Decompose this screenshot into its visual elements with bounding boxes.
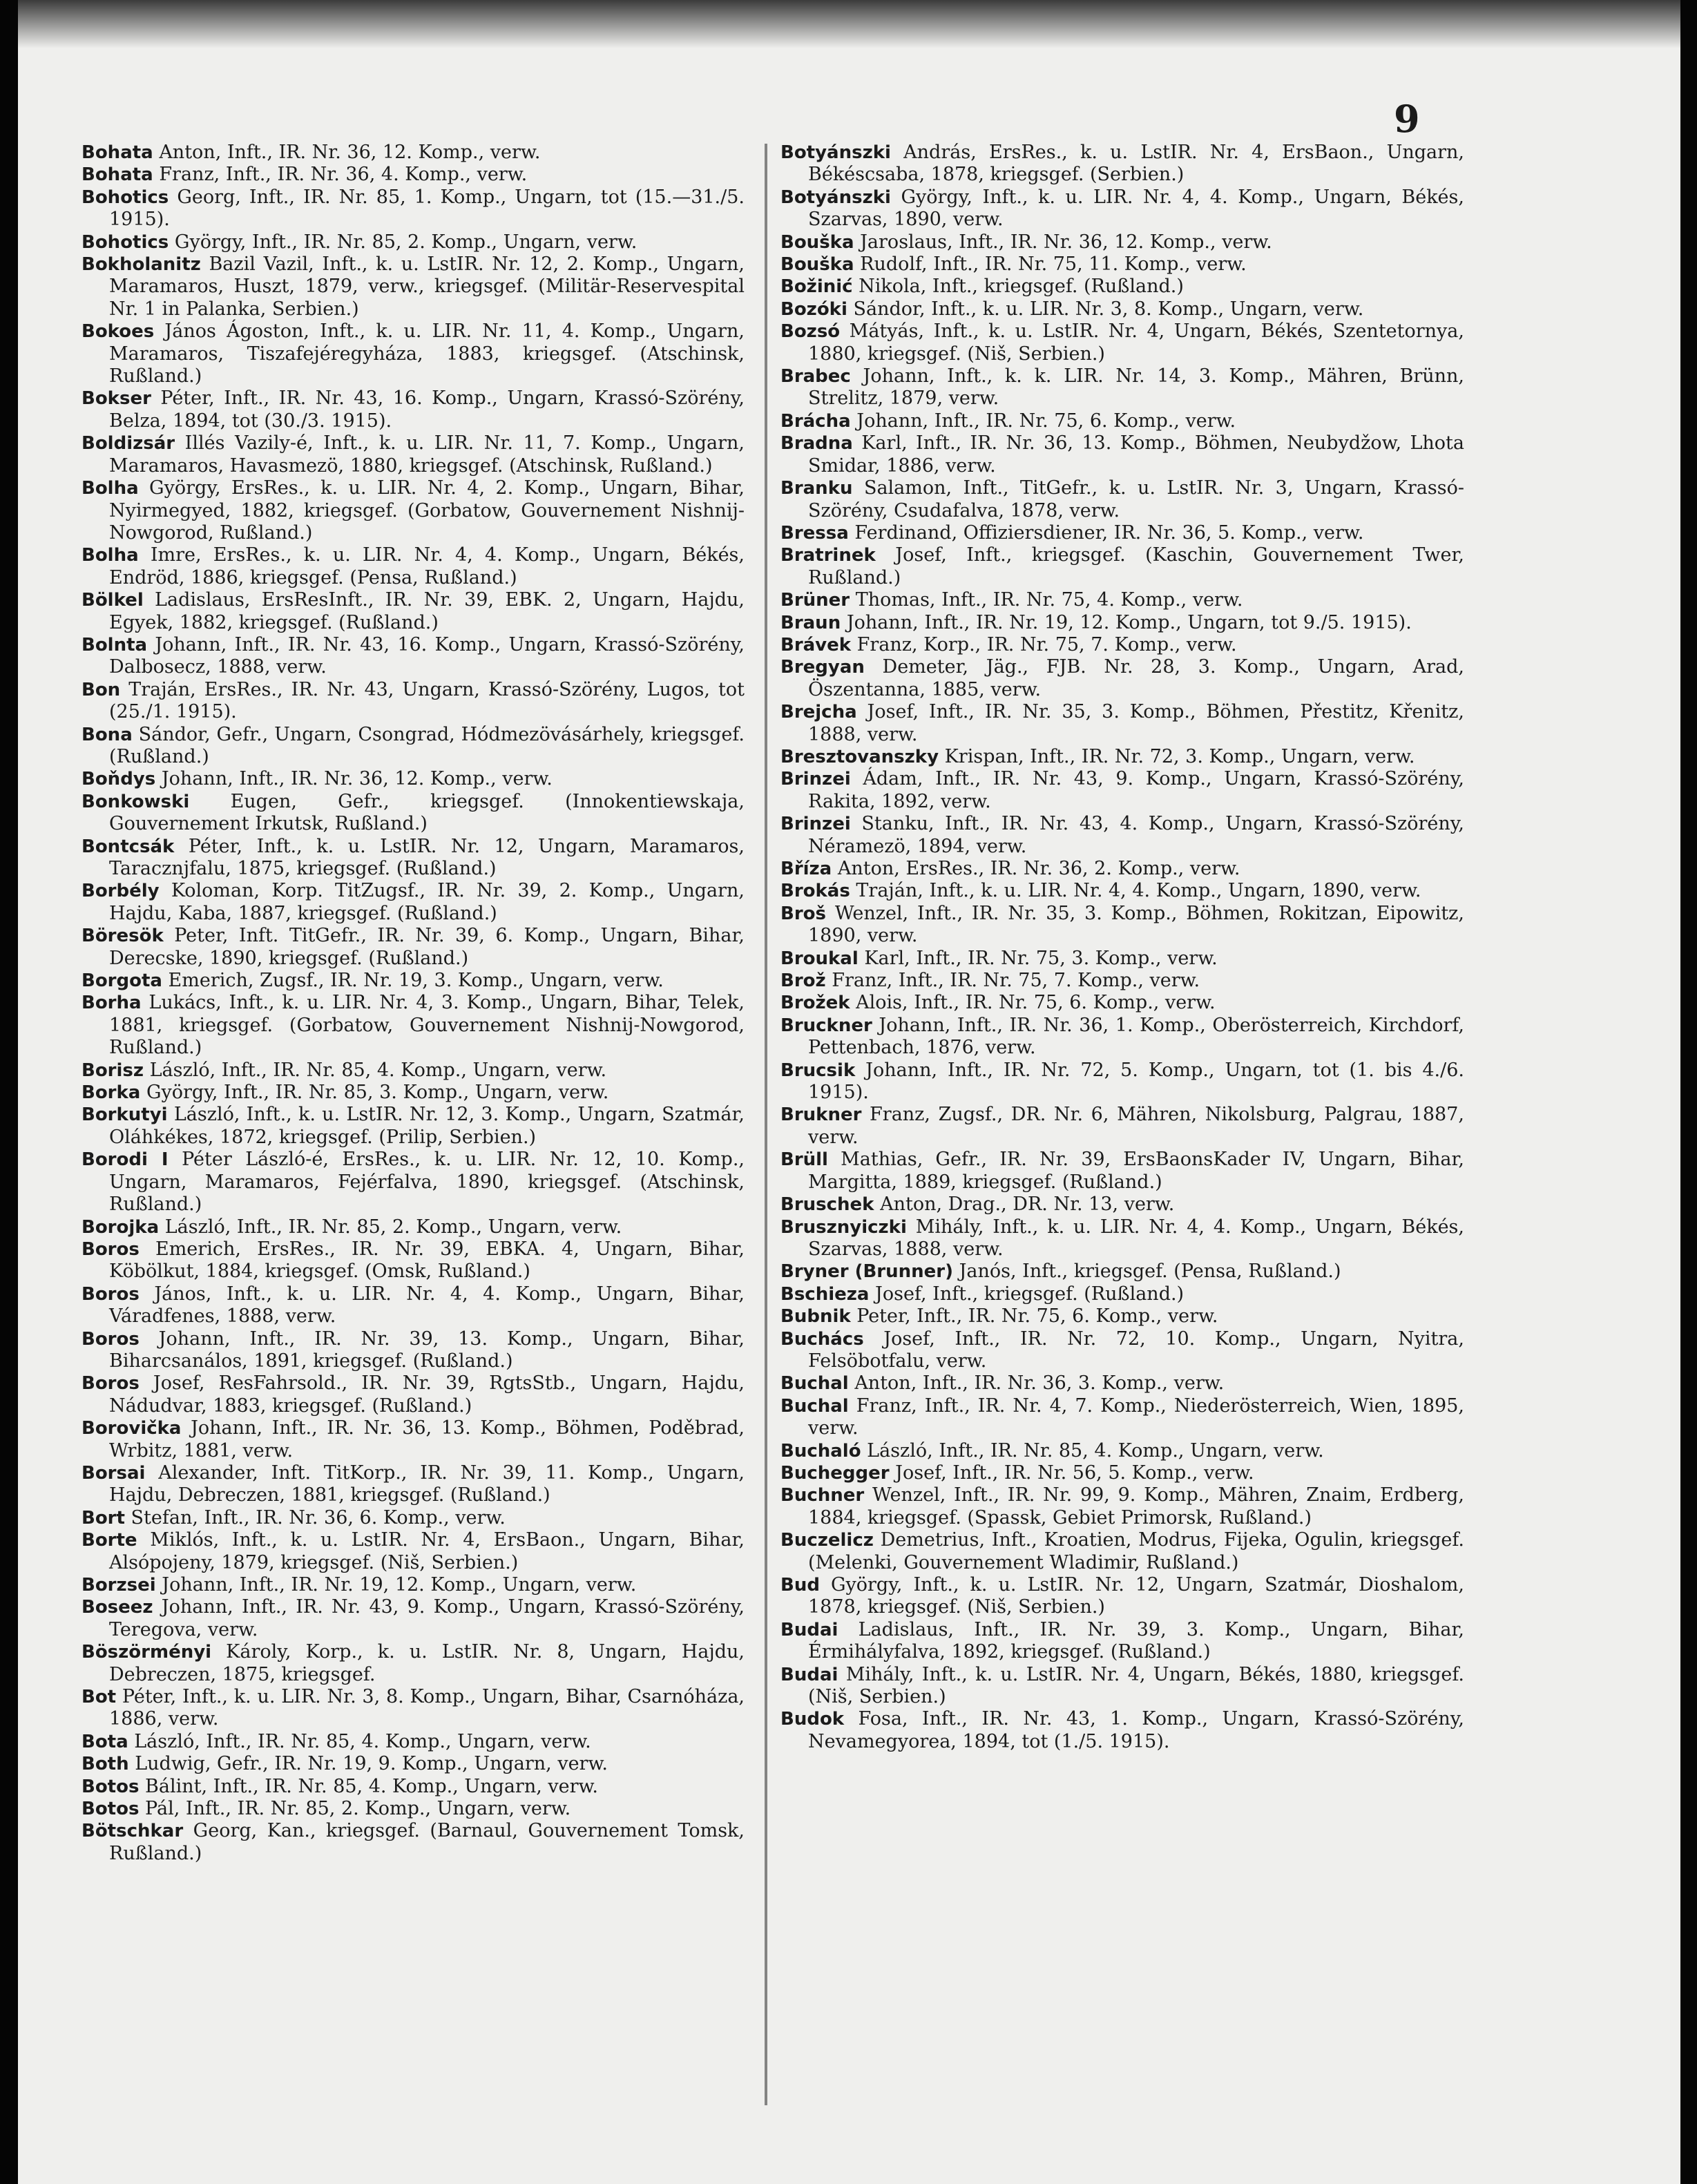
page-number: 9 — [1394, 97, 1420, 141]
entry-surname: Bresztovanszky — [780, 746, 939, 767]
entry-surname: Bokser — [82, 388, 151, 410]
entry-details: Josef, ResFahrsold., IR. Nr. 39, RgtsStb., Ungarn, Hajdu, Nádudvar, 1883, kriegsgef. (Rußland.) — [109, 1372, 745, 1417]
entry-details: Johann, Inft., IR. Nr. 72, 5. Komp., Ungarn, tot (1. bis 4./6. 1915). — [808, 1059, 1464, 1104]
entry-details: János Ágoston, Inft., k. u. LIR. Nr. 11, 4. Komp., Ungarn, Maramaros, Tiszafejéregyháza, 1883, kriegsgef. (Atschinsk, Rußland.) — [109, 320, 745, 387]
entry-surname: Brokás — [780, 881, 850, 902]
entry-surname: Brožek — [780, 993, 850, 1014]
entry-surname: Borkutyi — [82, 1104, 168, 1126]
entry-details: Anton, Inft., IR. Nr. 36, 12. Komp., verw. — [159, 142, 541, 163]
entry-surname: Borbély — [82, 881, 160, 902]
entry-surname: Borgota — [82, 970, 162, 992]
list-entry — [82, 634, 745, 679]
list-entry — [82, 1328, 745, 1373]
entry-details: Anton, Drag., DR. Nr. 13, verw. — [880, 1194, 1175, 1216]
entry-details: Pál, Inft., IR. Nr. 85, 2. Komp., Ungarn, verw. — [145, 1798, 571, 1820]
entry-surname: Brüner — [780, 590, 850, 611]
list-entry — [82, 880, 745, 925]
entry-surname: Botyánszki — [780, 142, 891, 163]
entry-details: Johann, Inft., IR. Nr. 43, 9. Komp., Ungarn, Krassó-Szörény, Teregova, verw. — [109, 1596, 745, 1640]
entry-details: Bálint, Inft., IR. Nr. 85, 4. Komp., Ungarn, verw. — [145, 1775, 599, 1797]
entry-details: András, ErsRes., k. u. LstIR. Nr. 4, ErsBaon., Ungarn, Békéscsaba, 1878, kriegsgef. (Serbien.) — [808, 142, 1464, 186]
entry-surname: Bohotics — [82, 231, 169, 253]
scan-border-left — [0, 0, 18, 2184]
list-entry — [780, 1305, 1464, 1328]
entry-details: Jaroslaus, Inft., IR. Nr. 36, 12. Komp., verw. — [860, 231, 1272, 253]
entry-surname: Bregyan — [780, 657, 865, 678]
entry-details: Peter, Inft. TitGefr., IR. Nr. 39, 6. Komp., Ungarn, Bihar, Derecske, 1890, kriegsgef. (Rußland.) — [109, 925, 745, 969]
list-entry — [82, 1507, 745, 1529]
entry-surname: Broukal — [780, 948, 859, 969]
entry-details: Georg, Kan., kriegsgef. (Barnaul, Gouvernement Tomsk, Rußland.) — [109, 1820, 745, 1864]
entry-surname: Borovička — [82, 1418, 182, 1439]
entry-surname: Bot — [82, 1687, 117, 1708]
list-entry — [82, 1798, 745, 1820]
entry-details: Imre, ErsRes., k. u. LIR. Nr. 4, 4. Komp., Ungarn, Békés, Endröd, 1886, kriegsgef. (Pensa, Rußland.) — [109, 544, 745, 588]
entry-surname: Budok — [780, 1709, 845, 1730]
list-entry — [780, 903, 1464, 948]
entry-surname: Branku — [780, 478, 853, 499]
list-entry — [780, 1328, 1464, 1373]
entry-surname: Brukner — [780, 1104, 862, 1126]
entry-surname: Boldizsár — [82, 433, 175, 454]
list-entry — [82, 1596, 745, 1641]
entry-surname: Böresök — [82, 926, 164, 947]
list-entry — [780, 544, 1464, 589]
entry-surname: Buchács — [780, 1328, 864, 1350]
list-entry — [780, 1574, 1464, 1619]
entry-details: Eugen, Gefr., kriegsgef. (Innokentiewskaja, Gouvernement Irkutsk, Rußland.) — [109, 790, 745, 835]
entry-surname: Buchner — [780, 1485, 865, 1506]
entry-details: Josef, Inft., IR. Nr. 56, 5. Komp., verw. — [895, 1462, 1254, 1484]
list-entry — [82, 1238, 745, 1283]
list-entry — [780, 522, 1464, 544]
entry-surname: Brüll — [780, 1149, 828, 1171]
list-entry — [82, 1776, 745, 1798]
entry-details: Karl, Inft., IR. Nr. 36, 13. Komp., Böhmen, Neubydžow, Lhota Smidar, 1886, verw. — [808, 432, 1464, 477]
entry-surname: Botos — [82, 1799, 140, 1820]
entry-details: Alois, Inft., IR. Nr. 75, 6. Komp., verw. — [856, 992, 1216, 1014]
entry-details: Johann, Inft., IR. Nr. 36, 1. Komp., Oberösterreich, Kirchdorf, Pettenbach, 1876, verw. — [808, 1014, 1465, 1059]
entry-details: László, Inft., IR. Nr. 85, 4. Komp., Ungarn, verw. — [149, 1059, 607, 1081]
entry-details: Károly, Korp., k. u. LstIR. Nr. 8, Ungarn, Hajdu, Debreczen, 1875, kriegsgef. — [109, 1641, 745, 1685]
entry-surname: Bohata — [82, 142, 153, 163]
list-entry — [82, 1529, 745, 1574]
entry-surname: Bruckner — [780, 1015, 872, 1036]
list-entry — [82, 1731, 745, 1753]
list-entry — [780, 1484, 1464, 1529]
left-column — [82, 142, 745, 1865]
entry-surname: Buchaló — [780, 1440, 861, 1462]
entry-surname: Bud — [780, 1575, 820, 1596]
list-entry — [82, 589, 745, 634]
entry-surname: Bota — [82, 1731, 128, 1752]
entry-details: Johann, Inft., k. k. LIR. Nr. 14, 3. Komp., Mähren, Brünn, Strelitz, 1879, verw. — [808, 365, 1464, 410]
entry-surname: Bruschek — [780, 1194, 874, 1216]
entry-surname: Brucsik — [780, 1060, 856, 1081]
entry-details: Emerich, Zugsf., IR. Nr. 19, 3. Komp., Ungarn, verw. — [168, 970, 664, 992]
scan-border-right — [1680, 0, 1697, 2184]
list-entry — [82, 320, 745, 387]
entry-details: Johann, Inft., IR. Nr. 19, 12. Komp., Ungarn, verw. — [162, 1574, 637, 1596]
list-entry — [780, 365, 1464, 410]
list-entry — [82, 1216, 745, 1238]
entry-surname: Borha — [82, 993, 142, 1014]
entry-details: Johann, Inft., IR. Nr. 36, 12. Komp., verw. — [161, 768, 553, 790]
list-entry — [82, 142, 745, 164]
list-entry — [82, 387, 745, 432]
list-entry — [82, 1149, 745, 1216]
list-entry — [780, 1619, 1464, 1664]
entry-surname: Borsai — [82, 1462, 146, 1484]
list-entry — [82, 836, 745, 881]
entry-details: Miklós, Inft., k. u. LstIR. Nr. 4, ErsBaon., Ungarn, Bihar, Alsópojeny, 1879, kriegsgef. (Niš, Serbien.) — [109, 1529, 745, 1573]
list-entry — [780, 746, 1464, 768]
list-entry — [780, 1664, 1464, 1709]
entry-details: Johann, Inft., IR. Nr. 19, 12. Komp., Ungarn, tot 9./5. 1915). — [846, 611, 1412, 633]
entry-surname: Budai — [780, 1664, 838, 1685]
entry-details: Karl, Inft., IR. Nr. 75, 3. Komp., verw. — [864, 947, 1218, 969]
list-entry — [780, 1216, 1464, 1261]
entry-details: György, Inft., IR. Nr. 85, 2. Komp., Ungarn, verw. — [174, 231, 637, 253]
entry-surname: Botyánszki — [780, 186, 891, 208]
entry-surname: Bonkowski — [82, 791, 190, 812]
list-entry — [780, 656, 1464, 701]
list-entry — [82, 1082, 745, 1104]
entry-surname: Bozóki — [780, 298, 847, 320]
entry-surname: Bolha — [82, 545, 139, 566]
entry-surname: Bozsó — [780, 321, 841, 343]
entry-details: Johann, Inft., IR. Nr. 43, 16. Komp., Ungarn, Krassó-Szörény, Dalbosecz, 1888, verw. — [109, 633, 745, 678]
entry-details: Franz, Zugsf., DR. Nr. 6, Mähren, Nikolsburg, Palgrau, 1887, verw. — [808, 1104, 1464, 1148]
entry-details: Franz, Korp., IR. Nr. 75, 7. Komp., verw. — [856, 633, 1237, 655]
entry-details: Anton, Inft., IR. Nr. 36, 3. Komp., verw. — [854, 1372, 1225, 1395]
list-entry — [82, 1574, 745, 1596]
entry-surname: Bötschkar — [82, 1821, 184, 1842]
entry-details: Mathias, Gefr., IR. Nr. 39, ErsBaonsKader IV, Ungarn, Bihar, Margitta, 1889, kriegsgef. (Rußland.) — [808, 1149, 1465, 1193]
entry-surname: Borka — [82, 1082, 141, 1104]
list-entry — [82, 679, 745, 724]
list-entry — [780, 813, 1464, 858]
entry-details: Ladislaus, ErsResInft., IR. Nr. 39, EBK. 2, Ungarn, Hajdu, Egyek, 1882, kriegsgef. (Rußland.) — [109, 589, 745, 633]
entry-surname: Božinić — [780, 276, 853, 298]
list-entry — [780, 231, 1464, 253]
list-entry — [780, 186, 1464, 231]
list-entry — [780, 1395, 1464, 1440]
entry-surname: Bona — [82, 724, 133, 745]
entry-details: László, Inft., IR. Nr. 85, 2. Komp., Ungarn, verw. — [164, 1216, 622, 1238]
list-entry — [82, 164, 745, 186]
entry-details: Johann, Inft., IR. Nr. 36, 13. Komp., Böhmen, Poděbrad, Wrbitz, 1881, verw. — [109, 1417, 745, 1462]
entry-details: Sándor, Inft., k. u. LIR. Nr. 3, 8. Komp., Ungarn, verw. — [853, 298, 1364, 320]
entry-details: László, Inft., IR. Nr. 85, 4. Komp., Ungarn, verw. — [867, 1439, 1324, 1462]
entry-details: Salamon, Inft., TitGefr., k. u. LstIR. Nr. 3, Ungarn, Krassó-Szörény, Csudafalva, 1878, verw. — [808, 477, 1464, 521]
list-entry — [82, 186, 745, 231]
entry-surname: Boseez — [82, 1597, 153, 1618]
entry-details: Wenzel, Inft., IR. Nr. 35, 3. Komp., Böhmen, Rokitzan, Eipowitz, 1890, verw. — [808, 902, 1464, 947]
entry-surname: Bouška — [780, 254, 854, 276]
entry-surname: Bohotics — [82, 186, 169, 208]
entry-details: Péter, Inft., IR. Nr. 43, 16. Komp., Ungarn, Krassó-Szörény, Belza, 1894, tot (30./3. 1915). — [109, 387, 745, 432]
entry-surname: Boros — [82, 1238, 140, 1260]
entry-surname: Boros — [82, 1283, 140, 1305]
entry-details: Georg, Inft., IR. Nr. 85, 1. Komp., Ungarn, tot (15.—31./5. 1915). — [109, 186, 745, 231]
entry-surname: Buchal — [780, 1395, 849, 1417]
list-entry — [82, 477, 745, 544]
entry-surname: Braun — [780, 612, 841, 633]
list-entry — [82, 992, 745, 1059]
list-entry — [82, 253, 745, 320]
entry-surname: Bokoes — [82, 321, 155, 343]
list-entry — [780, 276, 1464, 298]
list-entry — [780, 1194, 1464, 1216]
entry-details: László, Inft., k. u. LstIR. Nr. 12, 3. Komp., Ungarn, Szatmár, Oláhkékes, 1872, kriegsgef. (Prilip, Serbien.) — [109, 1104, 745, 1148]
list-entry — [82, 925, 745, 970]
entry-surname: Buczelicz — [780, 1530, 874, 1551]
entry-details: Lukács, Inft., k. u. LIR. Nr. 4, 3. Komp., Ungarn, Bihar, Telek, 1881, kriegsgef. (Gorbatow, Gouvernement Nishnij-Nowgorod, Rußland.) — [109, 992, 745, 1059]
entry-details: Janós, Inft., kriegsgef. (Pensa, Rußland.) — [959, 1261, 1341, 1283]
scan-shadow-top — [0, 0, 1697, 48]
entry-surname: Botos — [82, 1776, 140, 1797]
entry-details: György, ErsRes., k. u. LIR. Nr. 4, 2. Komp., Ungarn, Bihar, Nyirmegyed, 1882, kriegsgef. (Gorbatow, Gouvernement Nishnij-Nowgorod, Rußland.) — [109, 477, 745, 544]
list-entry — [780, 1283, 1464, 1305]
list-entry — [780, 1708, 1464, 1753]
list-entry — [780, 1149, 1464, 1194]
entry-details: Josef, Inft., kriegsgef. (Rußland.) — [875, 1283, 1185, 1305]
list-entry — [780, 589, 1464, 611]
entry-details: Johann, Inft., IR. Nr. 39, 13. Komp., Ungarn, Bihar, Biharcsanálos, 1891, kriegsgef. (Rußland.) — [109, 1328, 745, 1372]
list-entry — [780, 1529, 1464, 1574]
entry-surname: Brusznyiczki — [780, 1216, 907, 1238]
entry-surname: Borzsei — [82, 1575, 156, 1596]
list-entry — [780, 1261, 1464, 1283]
entry-details: Péter, Inft., k. u. LstIR. Nr. 12, Ungarn, Maramaros, Taracznjfalu, 1875, kriegsgef. (Rußland.) — [109, 835, 745, 879]
entry-surname: Bressa — [780, 522, 849, 544]
entry-surname: Buchal — [780, 1373, 849, 1395]
entry-details: Josef, Inft., IR. Nr. 72, 10. Komp., Ungarn, Nyitra, Felsöbotfalu, verw. — [808, 1328, 1464, 1372]
entry-surname: Buchegger — [780, 1462, 890, 1484]
list-entry — [780, 970, 1464, 992]
list-entry — [82, 791, 745, 836]
list-entry — [780, 1104, 1464, 1149]
list-entry — [780, 634, 1464, 656]
entry-details: Wenzel, Inft., IR. Nr. 99, 9. Komp., Mähren, Znaim, Erdberg, 1884, kriegsgef. (Spassk, Gebiet Primorsk, Rußland.) — [808, 1484, 1464, 1529]
right-column — [780, 142, 1464, 1753]
entry-surname: Borojka — [82, 1216, 160, 1238]
list-entry — [82, 970, 745, 992]
entry-surname: Borodi I — [82, 1149, 169, 1171]
entry-surname: Bradna — [780, 433, 853, 454]
entry-details: Franz, Inft., IR. Nr. 36, 4. Komp., verw. — [159, 164, 528, 186]
entry-details: Peter, Inft., IR. Nr. 75, 6. Komp., verw. — [856, 1305, 1218, 1328]
entry-surname: Brož — [780, 970, 826, 992]
entry-details: Mihály, Inft., k. u. LIR. Nr. 4, 4. Komp., Ungarn, Békés, Szarvas, 1888, verw. — [808, 1216, 1464, 1260]
list-entry — [780, 612, 1464, 634]
entry-details: Ádam, Inft., IR. Nr. 43, 9. Komp., Ungarn, Krassó-Szörény, Rakita, 1892, verw. — [808, 768, 1464, 812]
entry-surname: Bubnik — [780, 1306, 851, 1328]
list-entry — [82, 768, 745, 790]
list-entry — [82, 432, 745, 477]
list-entry — [780, 948, 1464, 970]
entry-details: György, Inft., k. u. LstIR. Nr. 12, Ungarn, Szatmár, Dioshalom, 1878, kriegsgef. (Niš, Serbien.) — [808, 1574, 1464, 1618]
entry-details: Alexander, Inft. TitKorp., IR. Nr. 39, 11. Komp., Ungarn, Hajdu, Debreczen, 1881, kriegsgef. (Rußland.) — [109, 1462, 745, 1506]
list-entry — [82, 544, 745, 589]
list-entry — [780, 858, 1464, 880]
list-entry — [82, 1753, 745, 1775]
list-entry — [780, 477, 1464, 522]
entry-surname: Bratrinek — [780, 545, 876, 566]
entry-surname: Bolha — [82, 478, 139, 499]
column-divider — [765, 144, 767, 2105]
list-entry — [82, 1820, 745, 1865]
list-entry — [780, 410, 1464, 432]
entry-details: Péter, Inft., k. u. LIR. Nr. 3, 8. Komp., Ungarn, Bihar, Csarnóháza, 1886, verw. — [109, 1686, 745, 1730]
entry-details: Stanku, Inft., IR. Nr. 43, 4. Komp., Ungarn, Krassó-Szörény, Néramezö, 1894, verw. — [808, 813, 1464, 857]
entry-surname: Boňdys — [82, 769, 156, 790]
list-entry — [780, 701, 1464, 746]
entry-surname: Both — [82, 1754, 129, 1775]
list-entry — [82, 1283, 745, 1328]
entry-surname: Brinzei — [780, 769, 851, 790]
entry-surname: Brinzei — [780, 814, 851, 835]
list-entry — [780, 1372, 1464, 1395]
entry-details: Illés Vazily-é, Inft., k. u. LIR. Nr. 11, 7. Komp., Ungarn, Maramaros, Havasmezö, 1880, kriegsgef. (Atschinsk, Rußland.) — [109, 432, 745, 477]
list-entry — [780, 298, 1464, 320]
list-entry — [780, 253, 1464, 276]
entry-details: Demeter, Jäg., FJB. Nr. 28, 3. Komp., Ungarn, Arad, Öszentanna, 1885, verw. — [808, 656, 1464, 700]
entry-details: Ferdinand, Offiziersdiener, IR. Nr. 36, 5. Komp., verw. — [854, 521, 1364, 544]
entry-details: Franz, Inft., IR. Nr. 4, 7. Komp., Niederösterreich, Wien, 1895, verw. — [808, 1395, 1464, 1439]
list-entry — [82, 1060, 745, 1082]
entry-details: Josef, Inft., kriegsgef. (Kaschin, Gouvernement Twer, Rußland.) — [808, 544, 1465, 588]
entry-details: Emerich, ErsRes., IR. Nr. 39, EBKA. 4, Ungarn, Bihar, Köbölkut, 1884, kriegsgef. (Omsk, Rußland.) — [109, 1238, 745, 1283]
list-entry — [780, 768, 1464, 813]
entry-surname: Bříza — [780, 859, 832, 879]
list-entry — [780, 142, 1464, 186]
entry-details: Demetrius, Inft., Kroatien, Modrus, Fijeka, Ogulin, kriegsgef. (Melenki, Gouvernement Wladimir, Rußland.) — [808, 1529, 1464, 1573]
entry-details: Ludwig, Gefr., IR. Nr. 19, 9. Komp., Ungarn, verw. — [135, 1753, 608, 1775]
list-entry — [82, 1686, 745, 1731]
entry-surname: Bon — [82, 679, 121, 700]
list-entry — [780, 1015, 1464, 1060]
entry-surname: Bort — [82, 1507, 125, 1529]
list-entry — [780, 880, 1464, 902]
entry-details: Traján, Inft., k. u. LIR. Nr. 4, 4. Komp., Ungarn, 1890, verw. — [856, 880, 1421, 902]
entry-details: Péter László-é, ErsRes., k. u. LIR. Nr. 12, 10. Komp., Ungarn, Maramaros, Fejérfalva, 1890, kriegsgef. (Atschinsk, Rußland.) — [109, 1149, 745, 1216]
entry-surname: Bölkel — [82, 590, 144, 611]
list-entry — [780, 1060, 1464, 1104]
entry-surname: Bolnta — [82, 634, 148, 655]
list-entry — [82, 1641, 745, 1686]
entry-surname: Bouška — [780, 231, 854, 253]
entry-details: Stefan, Inft., IR. Nr. 36, 6. Komp., verw. — [131, 1506, 506, 1529]
entry-surname: Brávek — [780, 634, 852, 655]
entry-surname: Budai — [780, 1619, 838, 1640]
list-entry — [82, 1417, 745, 1462]
list-entry — [780, 1440, 1464, 1462]
entry-surname: Bokholanitz — [82, 254, 201, 276]
list-entry — [780, 992, 1464, 1014]
entry-details: Franz, Inft., IR. Nr. 75, 7. Komp., verw. — [832, 970, 1200, 992]
entry-details: Fosa, Inft., IR. Nr. 43, 1. Komp., Ungarn, Krassó-Szörény, Nevamegyorea, 1894, tot (1./5. 1915). — [808, 1708, 1464, 1752]
entry-details: Thomas, Inft., IR. Nr. 75, 4. Komp., verw. — [855, 589, 1243, 611]
entry-details: Traján, ErsRes., IR. Nr. 43, Ungarn, Krassó-Szörény, Lugos, tot (25./1. 1915). — [109, 678, 745, 723]
list-entry — [82, 231, 745, 253]
entry-surname: Bontcsák — [82, 836, 175, 857]
entry-details: Sándor, Gefr., Ungarn, Csongrad, Hódmezövásárhely, kriegsgef. (Rußland.) — [109, 723, 745, 767]
list-entry — [82, 1104, 745, 1149]
entry-surname: Boros — [82, 1328, 140, 1350]
entry-details: Bazil Vazil, Inft., k. u. LstIR. Nr. 12, 2. Komp., Ungarn, Maramaros, Huszt, 1879, verw., kriegsgef. (Militär-Reservespital Nr. 1 in Palanka, Serbien.) — [109, 253, 745, 320]
entry-details: János, Inft., k. u. LIR. Nr. 4, 4. Komp., Ungarn, Bihar, Váradfenes, 1888, verw. — [109, 1283, 745, 1328]
entry-details: Nikola, Inft., kriegsgef. (Rußland.) — [859, 276, 1184, 298]
entry-surname: Borte — [82, 1530, 137, 1551]
entry-details: Johann, Inft., IR. Nr. 75, 6. Komp., verw. — [856, 410, 1236, 432]
entry-surname: Broš — [780, 903, 826, 924]
entry-details: Anton, ErsRes., IR. Nr. 36, 2. Komp., verw. — [837, 858, 1240, 879]
entry-details: Rudolf, Inft., IR. Nr. 75, 11. Komp., verw. — [860, 253, 1247, 276]
entry-surname: Borisz — [82, 1060, 144, 1081]
entry-details: Koloman, Korp. TitZugsf., IR. Nr. 39, 2. Komp., Ungarn, Hajdu, Kaba, 1887, kriegsgef. (Rußland.) — [109, 880, 745, 924]
entry-surname: Brabec — [780, 366, 851, 387]
list-entry — [780, 432, 1464, 477]
entry-surname: Bryner (Brunner) — [780, 1261, 953, 1283]
entry-surname: Bschieza — [780, 1283, 870, 1305]
entry-surname: Brácha — [780, 410, 851, 432]
entry-details: Josef, Inft., IR. Nr. 35, 3. Komp., Böhmen, Přestitz, Křenitz, 1888, verw. — [808, 701, 1464, 745]
entry-details: Ladislaus, Inft., IR. Nr. 39, 3. Komp., Ungarn, Bihar, Érmihályfalva, 1892, kriegsgef. (Rußland.) — [808, 1618, 1464, 1663]
entry-details: Krispan, Inft., IR. Nr. 72, 3. Komp., Ungarn, verw. — [944, 745, 1415, 767]
entry-details: Mátyás, Inft., k. u. LstIR. Nr. 4, Ungarn, Békés, Szentetornya, 1880, kriegsgef. (Niš, Serbien.) — [808, 320, 1464, 365]
entry-surname: Bohata — [82, 164, 153, 186]
entry-surname: Böszörményi — [82, 1642, 212, 1663]
entry-surname: Boros — [82, 1373, 140, 1395]
list-entry — [82, 724, 745, 769]
entry-details: László, Inft., IR. Nr. 85, 4. Komp., Ungarn, verw. — [134, 1730, 591, 1752]
entry-details: Mihály, Inft., k. u. LstIR. Nr. 4, Ungarn, Békés, 1880, kriegsgef. (Niš, Serbien.) — [808, 1663, 1464, 1708]
list-entry — [780, 1462, 1464, 1484]
entry-surname: Brejcha — [780, 702, 857, 723]
list-entry — [82, 1462, 745, 1507]
entry-details: György, Inft., IR. Nr. 85, 3. Komp., Ungarn, verw. — [146, 1082, 609, 1104]
entry-details: György, Inft., k. u. LIR. Nr. 4, 4. Komp., Ungarn, Békés, Szarvas, 1890, verw. — [808, 186, 1464, 231]
list-entry — [82, 1372, 745, 1417]
list-entry — [780, 320, 1464, 365]
